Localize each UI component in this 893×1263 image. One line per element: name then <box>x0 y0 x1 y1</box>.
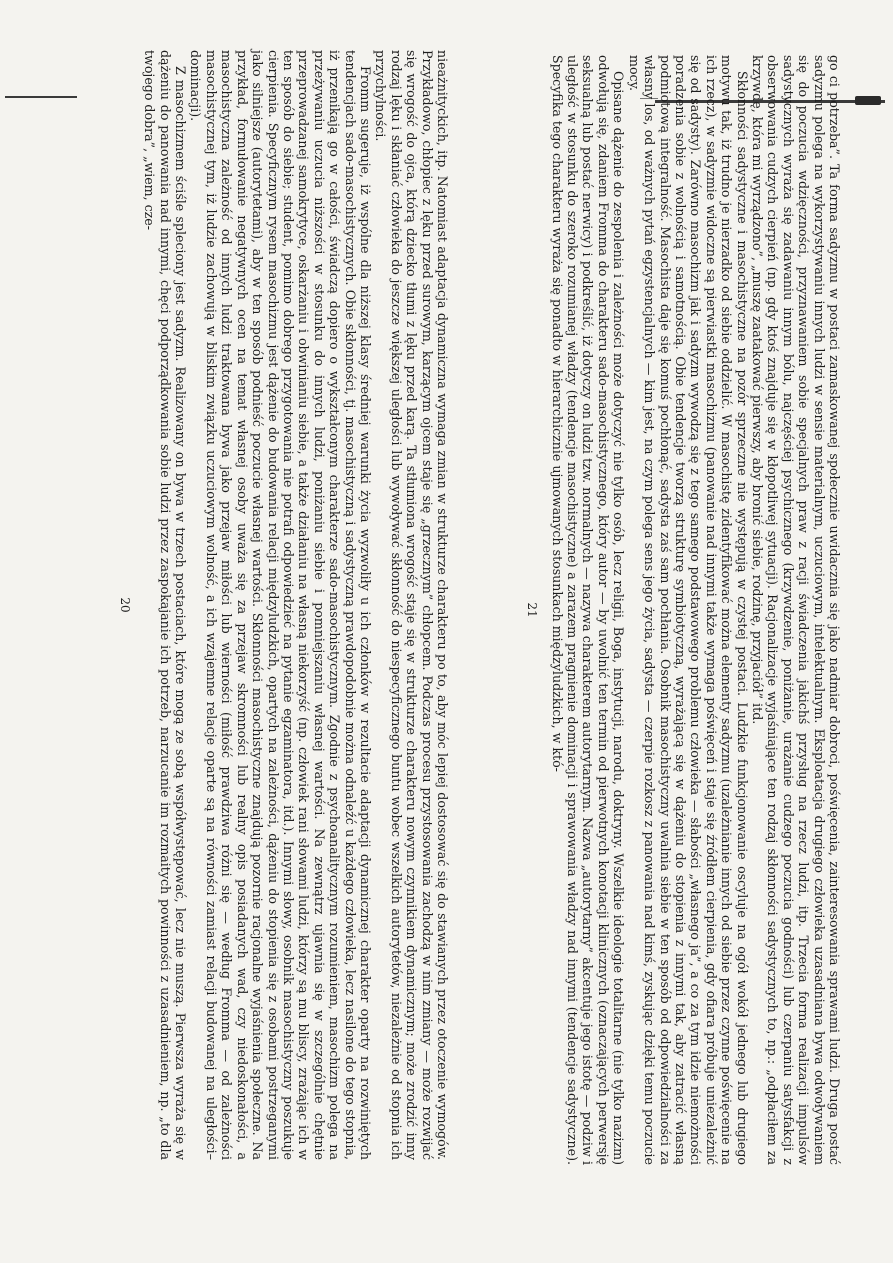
paragraph: Skłonności sadystyczne i masochistyczne na pozór sprzeczne nie występują w czystej postaci. Ludzkie funkcjonowanie oscyluje na ogół wokół jednego lub drugiego motywu tak, iż trudno je nierzadko od siebie oddzielić. W masochistę zidentyfikować można elementy sadyzmu (uzależnianie innych od siebie przez czynne poświęcenie na ich rzecz), w sadyzmie widoczne są pierwiastki masochizmu (panowanie nad innymi także wymaga poświęceń i staje się źródłem cierpienia, gdy ofiara próbuje uniezależnić się od sadysty). Zarówno masochizm jak i sadyzm wywodzą się z tego samego podstawowego problemu człowieka — słabości „własnego ja”, a co za tym idzie niemożności poradzenia sobie z wolnością i samotnością. Obie tendencje tworzą strukturę symbiotyczną, wyrażającą się w dążeniu do stopienia z innymi tak, aby zatracić własną podmiotową integralność. Masochista daje się komuś pochłonąć, sadysta zaś sam pochłania. Osobnik masochistyczny uwalnia siebie w ten sposób od odpowiedzialności za własny los, od ważnych pytań egzystencjalnych — kim jest, na czym polega sens jego życia, sadysta — czerpie rozkosz z panowania nad kimś, zyskując dzięki temu poczucie mocy. <box>626 55 750 1165</box>
paragraph: Fromm sugeruje, iż wspólne dla niższej klasy średniej warunki życia wyzwoliły u ich członków w rezultacie adaptacji dynamicznej charakter oparty na rozwiniętych tendencjach sado-masochistycznych. Obie skłonności, tj. masochistyczną i sadystyczną prawdopodobnie można odnaleźć u każdego człowieka, lecz nasilone do tego stopnia, iż przenikają go w całości, świadczą dopiero o wykształconym charakterze sado-masochistycznym. Zgodnie z psychoanalitycznym rozumieniem, masochizm polega na przeżywaniu uczucia niższości w stosunku do innych ludzi, poniżaniu siebie i pomniejszaniu własnej wartości. Na zewnątrz ujawnia się w szczególnie chętnie przeprowadzanej samokrytyce, oskarżaniu i obwinianiu siebie, a także działaniu na własną niekorzyść (np. człowiek rani słowami ludzi, którzy są mu bliscy, zrażając ich w ten sposób do siebie; student, pomimo dobrego przygotowania nie potrafi odpowiedzieć na pytanie egzaminatora, itd.). Innymi słowy, osobnik masochistyczny poszukuje cierpienia. Specyficznym rysem masochizmu jest dążenie do budowania relacji międzyludzkich, opartych na zależności, dążeniu do stopienia się z osobami postrzeganymi jako silniejsze (autorytetami), aby w ten sposób podnieść poczucie własnej wartości. Skłonności masochistyczne znajdują pozornie racjonalne wyjaśnienia społeczne. Na przykład, formułowanie negatywnych ocen na temat własnej osoby uważa się za przejaw skromności lub realny opis posiadanych wad, czy niedoskonałości, a masochistyczna zależność od innych ludzi traktowana bywa jako przejaw miłości lub wierności (miłość prawdziwa różni się — według Fromma — od zależności masochistycznej tym, iż ludzie zachowują w bliskim związku uczuciowym wolność, a ich wzajemne relacje oparte są na równości zamiast relacji budowanej na uległości–dominacji). <box>188 50 373 1160</box>
paragraph: go ci potrzeba”. Ta forma sadyzmu w postaci zamaskowanej społecznie uwidacznia się jako nadmiar dobroci, poświęcenia, zainteresowania sprawami ludzi. Druga postać sadyzmu polega na wykorzystywaniu innych ludzi w sensie materialnym, uczuciowym, intelektualnym. Eksploatacja drugiego człowieka uzasadniana bywa odwoływaniem się do poczucia wdzięczności, przyznawaniem sobie specjalnych praw z racji świadczenia jakichś przysług na rzecz ludzi, itp. Trzecia forma realizacji impulsów sadystycznych wyraża się zadawaniu innym bólu, najczęściej psychicznego (krzywdzenie, poniżanie, urażanie cudzego poczucia godności) lub czerpaniu satysfakcji z obserwowania cudzych cierpień (np. gdy ktoś znajduje się w kłopotliwej sytuacji). Racjonalizacje wyjaśniające ten rodzaj skłonności sadystycznych to, np.: „odpłaciłem za krzywdę, która mi wyrządzono”, „muszę zaatakować pierwszy, aby bronić siebie, rodzinę, przyjaciół” itd. <box>749 55 842 1165</box>
scan-edge-mark <box>5 96 77 98</box>
paragraph: nieażnityckich, itp. Natomiast adaptacja dynamiczna wymaga zmian w strukturze charakteru po to, aby móc lepiej dostosować się do stawianych przez otoczenie wymogów. Przykładowo, chłopiec z lęku przed surowym, karzącym ojcem staje się „grzecznym” chłopcem. Podczas procesu przystosowania zachodzą w nim zmiany — może rozwijać się wrogość do ojca, którą dziecko tłumi z lęku przed karą. Ta stłumiona wrogość staje się w strukturze charakteru nowym czynnikiem dynamicznym; może zrodzić inny rodzaj lęku i skłaniać człowieka do jeszcze większej uległości lub wywoływać skłonność do niespecyficznego buntu wobec wszelkich autorytetów, niezależnie od stopnia ich przychylności. <box>373 50 450 1160</box>
paragraph: Opisane dążenie do zespolenia i zależności może dotyczyć nie tylko osób, lecz religii, Boga, instytucji, narodu, doktryny. Wszelkie ideologie totalitarne (nie tylko nazizm) odwołują się, zdaniem Fromma do charakteru sado-masochistycznego, który autor — by uwolnić ten termin od pierwotnych konotacji klinicznych (oznaczających perwersję seksualną lub postać nerwicy) i podkreślić, iż dotyczy on ludzi tzw. normalnych — nazywa charakterem autorytarnym. Nazwa „autorytarny” akcentuje jego istotę — podziw i uległość w stosunku do szeroko rozumianej władzy (tendencje masochistyczne) a zarazem pragnienie dominacji i sprawowania władzy nad innymi (tendencje sadystyczne). Specyfika tego charakteru wyraża się ponadto w hierarchicznie ujmowanych stosunkach międzyludzkich, w któ- <box>549 55 627 1165</box>
left-page <box>118 50 450 1160</box>
page-number: 21 <box>525 602 540 618</box>
right-page-text <box>525 55 842 1165</box>
page-number: 20 <box>117 597 132 613</box>
left-page-text <box>118 50 450 1160</box>
right-page <box>525 55 842 1165</box>
scan-edge-mark <box>855 96 881 105</box>
paragraph: Z masochizmem ściśle spleciony jest sadyzm. Realizowany on bywa w trzech postaciach, które mogą ze sobą współwystępować, lecz nie muszą. Pierwsza wyraża się w dążeniu do panowania nad innymi, chęci podporządkowania sobie ludzi przez zaspokajanie ich potrzeb, narzucanie im rozmaitych powinności z uzasadnieniem, np. „to dla twojego dobra”, „wiem, cze- <box>142 50 189 1160</box>
